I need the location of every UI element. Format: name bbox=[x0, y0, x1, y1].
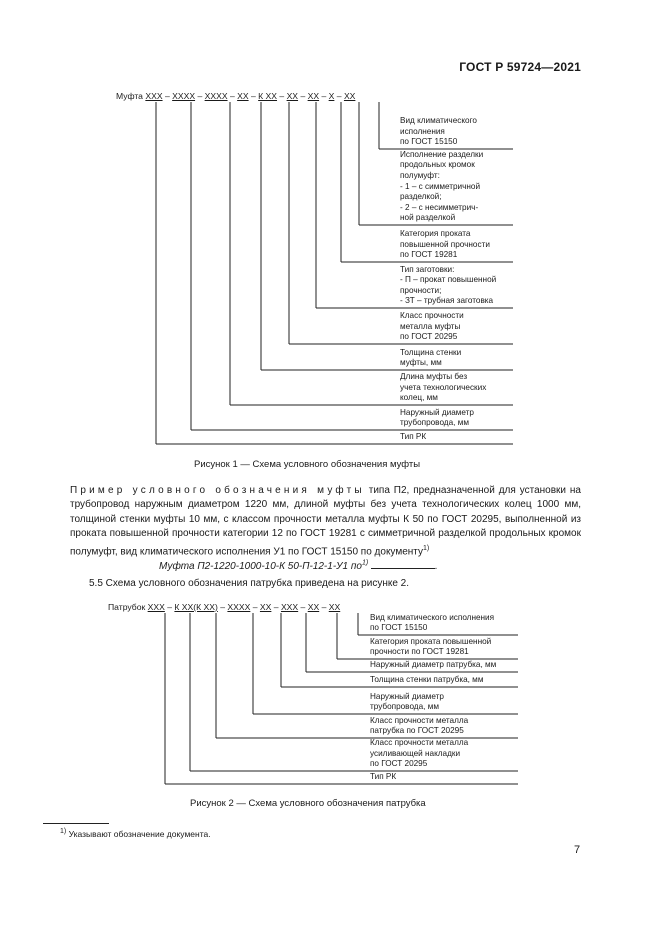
scheme-label-line: продольных кромок bbox=[400, 160, 475, 170]
document-header: ГОСТ Р 59724—2021 bbox=[459, 60, 581, 74]
scheme-label bbox=[370, 772, 396, 783]
code-dash: – bbox=[300, 602, 306, 612]
scheme-label bbox=[370, 716, 468, 737]
code-field-6: ХХ bbox=[259, 602, 272, 612]
code-field-0: ХХХ bbox=[147, 602, 165, 612]
scheme-label-line: Толщина стенки bbox=[400, 347, 462, 357]
code-dash: – bbox=[220, 602, 226, 612]
scheme-label-line: Тип РК bbox=[400, 432, 427, 442]
figure-2-caption: Рисунок 2 — Схема условного обозначения патрубка bbox=[190, 798, 426, 809]
figure-2-prefix: Патрубок bbox=[108, 602, 146, 612]
code-dash: – bbox=[229, 91, 235, 101]
code-dash: – bbox=[252, 602, 258, 612]
scheme-label bbox=[370, 613, 494, 634]
scheme-label-line: по ГОСТ 20295 bbox=[370, 759, 428, 769]
code-dash: – bbox=[167, 602, 173, 612]
scheme-label-line: учета технологических bbox=[400, 382, 487, 392]
footnote-mark: 1) bbox=[60, 828, 67, 835]
code-dash: – bbox=[250, 91, 256, 101]
footnote-separator bbox=[43, 823, 109, 824]
scheme-label-line: патрубка по ГОСТ 20295 bbox=[370, 726, 464, 736]
scheme-label-line: по ГОСТ 15150 bbox=[370, 623, 428, 633]
scheme-label-line: повышенной прочности bbox=[400, 239, 490, 249]
scheme-label-line: Категория проката bbox=[400, 229, 471, 239]
code-field-12: ХХ bbox=[307, 91, 320, 101]
scheme-label bbox=[370, 675, 483, 686]
figure-1-caption: Рисунок 1 — Схема условного обозначения муфты bbox=[194, 459, 421, 470]
scheme-label-line: Вид климатического исполнения bbox=[370, 612, 495, 622]
code-dash: – bbox=[197, 91, 203, 101]
scheme-label-line: - 2 – с несимметрич- bbox=[400, 202, 479, 212]
scheme-label-line: трубопровода, мм bbox=[400, 418, 469, 428]
code-field-10: ХХ bbox=[307, 602, 320, 612]
code-field-4: ХХХХ bbox=[227, 602, 251, 612]
scheme-label-line: трубопровода, мм bbox=[370, 702, 439, 712]
scheme-label-line: ной разделкой bbox=[400, 213, 456, 223]
scheme-label-line: Исполнение разделки bbox=[400, 149, 484, 159]
page-number: 7 bbox=[574, 844, 581, 856]
designation-text: Муфта П2-1220-1000-10-К 50-П-12-1-У1 по bbox=[159, 561, 362, 572]
footnote bbox=[60, 828, 211, 839]
code-dash: – bbox=[164, 91, 170, 101]
code-field-2: ХХХХ bbox=[172, 91, 196, 101]
scheme-label bbox=[370, 692, 444, 713]
code-field-8: К ХХ bbox=[258, 91, 278, 101]
scheme-label-line: Тип заготовки: bbox=[400, 264, 455, 274]
scheme-label-line: Наружный диаметр патрубка, мм bbox=[370, 660, 497, 670]
scheme-label bbox=[370, 637, 491, 658]
scheme-label-line: по ГОСТ 20295 bbox=[400, 332, 458, 342]
code-field-8: ХХХ bbox=[280, 602, 299, 612]
scheme-label-line: Толщина стенки патрубка, мм bbox=[370, 675, 484, 685]
scheme-label-line: Длина муфты без bbox=[400, 372, 468, 382]
scheme-label-line: Категория проката повышенной bbox=[370, 636, 492, 646]
designation-end: . bbox=[434, 561, 438, 572]
scheme-label-line: по ГОСТ 19281 bbox=[400, 250, 458, 260]
figure-1-prefix: Муфта bbox=[116, 91, 143, 101]
example-text: типа П2, предназначенной для установки на трубопровод наружным диаметром 1220 мм, длиной муфты без учета технологических колец 1000 мм, толщиной стенки муфты 10 мм, с классом прочности металла муфты К 50 по ГОСТ 20295, выполненной из проката повышенной прочности категории 12 по ГОСТ 19281 с симметричной разделкой продольных кромок полумуфт, вид климатического исполнения У1 по ГОСТ 15150 по документу bbox=[70, 485, 581, 557]
section-5-5: 5.5 Схема условного обозначения патрубка приведена на рисунке 2. bbox=[89, 578, 410, 589]
scheme-label-line: по ГОСТ 15150 bbox=[400, 137, 458, 147]
code-field-0: ХХХ bbox=[145, 91, 163, 101]
scheme-label-line: разделкой; bbox=[400, 192, 442, 202]
scheme-label-line: колец, мм bbox=[400, 393, 438, 403]
scheme-label-line: - ЗТ – трубная заготовка bbox=[400, 296, 494, 306]
footnote-text: Указывают обозначение документа. bbox=[68, 828, 211, 839]
scheme-label-line: прочности по ГОСТ 19281 bbox=[370, 647, 469, 657]
scheme-label-line: исполнения bbox=[400, 126, 445, 136]
code-dash: – bbox=[321, 91, 327, 101]
scheme-label-line: металла муфты bbox=[400, 321, 461, 331]
scheme-label-line: Класс прочности металла bbox=[370, 715, 469, 725]
code-field-16: ХХ bbox=[343, 91, 356, 101]
scheme-label bbox=[370, 738, 468, 770]
scheme-label-line: Наружный диаметр bbox=[370, 691, 444, 701]
code-dash: – bbox=[279, 91, 285, 101]
scheme-label bbox=[370, 660, 496, 671]
code-dash: – bbox=[321, 602, 327, 612]
scheme-label-line: Класс прочности bbox=[400, 311, 464, 321]
scheme-label-line: полумуфт: bbox=[400, 170, 440, 180]
code-dash: – bbox=[336, 91, 342, 101]
scheme-label-line: прочности; bbox=[400, 285, 442, 295]
example-lead: Пример условного обозначения муфты bbox=[70, 485, 365, 496]
scheme-label-line: - 1 – с симметричной bbox=[400, 181, 481, 191]
scheme-label-line: Тип РК bbox=[370, 772, 397, 782]
scheme-label-line: Класс прочности металла bbox=[370, 738, 469, 748]
scheme-label-line: - П – прокат повышенной bbox=[400, 275, 497, 285]
code-field-2: К ХХ(К ХХ) bbox=[174, 602, 218, 612]
scheme-label-line: Вид климатического bbox=[400, 116, 477, 126]
code-field-12: ХХ bbox=[328, 602, 341, 612]
code-dash: – bbox=[300, 91, 306, 101]
scheme-label-line: усиливающей накладки bbox=[370, 748, 461, 758]
code-dash: – bbox=[273, 602, 279, 612]
example-footnote-ref: 1) bbox=[422, 544, 430, 552]
code-field-4: ХХХХ bbox=[204, 91, 228, 101]
scheme-label-line: Наружный диаметр bbox=[400, 407, 474, 417]
code-field-6: ХХ bbox=[237, 91, 249, 101]
code-field-10: ХХ bbox=[286, 91, 299, 101]
code-field-14: Х bbox=[328, 91, 335, 101]
scheme-label-line: муфты, мм bbox=[400, 358, 442, 368]
designation-footnote-ref: 1) bbox=[361, 559, 369, 567]
